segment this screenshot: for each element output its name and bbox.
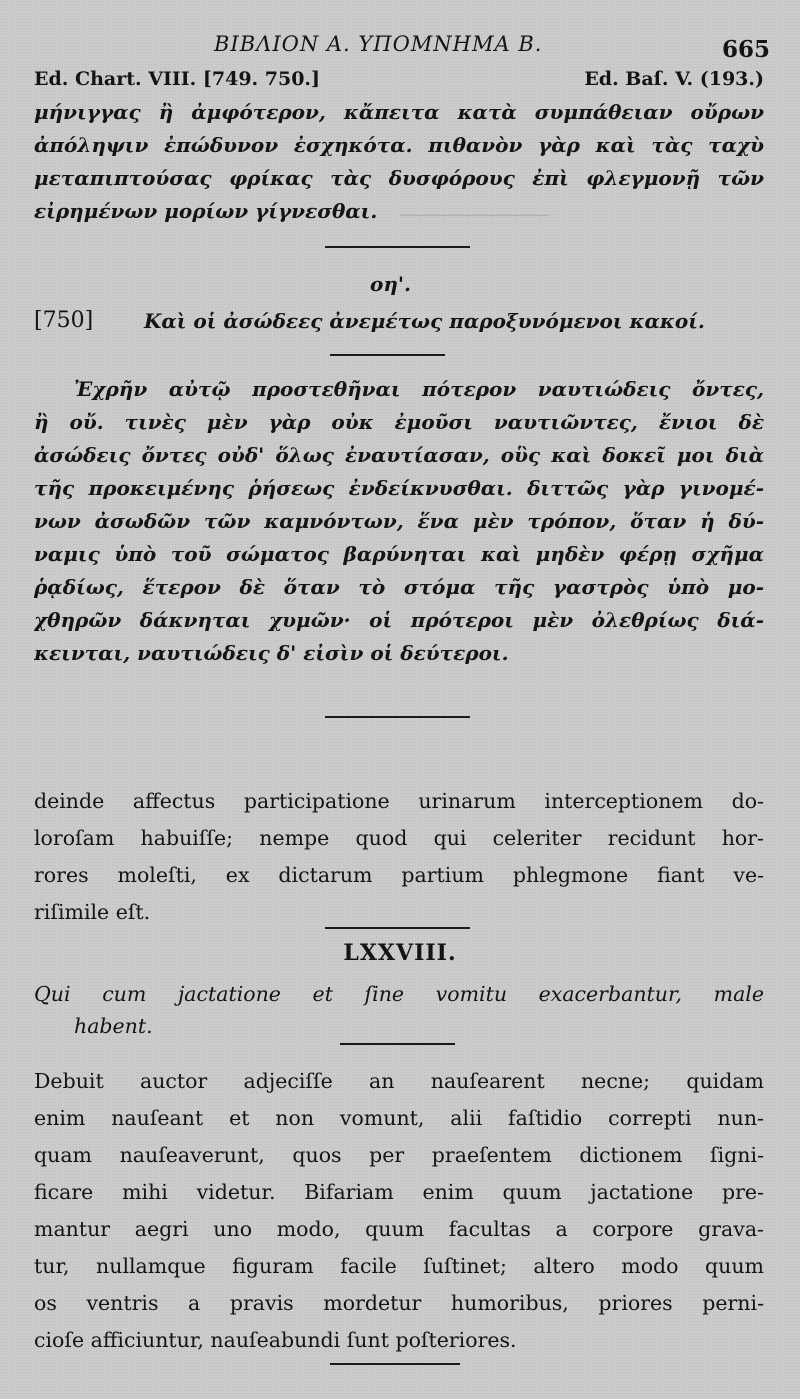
column-end-divider [325, 716, 470, 718]
text-line: cioſe afficiuntur, nauſeabundi ſunt poſteriores. [34, 1328, 517, 1352]
text-line: ficare mihi videtur. Bifariam enim quum jactatione pre- [34, 1180, 764, 1204]
text-line: os ventris a pravis mordetur humoribus, priores perni- [34, 1291, 764, 1315]
text-line: Debuit auctor adjeciſſe an nauſearent necne; quidam [34, 1069, 764, 1093]
text-line: ἀσώδεις ὄντες οὐδ' ὅλως ἐναυτίασαν, οὓς καὶ δοκεῖ μοι διὰ [34, 443, 764, 467]
text-line: tur, nullamque figuram facile ſuſtinet; altero modo quum [34, 1254, 764, 1278]
section-divider [325, 246, 470, 248]
lemma-divider [340, 1043, 455, 1045]
text-line: mantur aegri uno modo, quum facultas a corpore grava- [34, 1217, 764, 1241]
text-line: ἢ οὔ. τινὲς μὲν γὰρ οὐκ ἐμοῦσι ναυτιῶντες, ἔνιοι δὲ [34, 410, 764, 434]
greek-commentary [34, 373, 764, 670]
page-header [34, 28, 770, 68]
text-line: εἰρημένων μορίων γίγνεσθαι. [34, 199, 378, 223]
text-line: νων ἀσωδῶν τῶν καμνόντων, ἕνα μὲν τρόπον, ὅταν ἡ δύ- [34, 509, 764, 533]
greek-lemma-text: Καὶ οἱ ἀσώδεες ἀνεμέτως παροξυνόμενοι κακοί. [144, 309, 705, 333]
text-line: loroſam habuiſſe; nempe quod qui celeriter recidunt hor- [34, 826, 764, 850]
page-end-divider [330, 1363, 460, 1365]
edition-chartier-ref: Ed. Chart. VIII. [749. 750.] [34, 68, 321, 90]
text-line: enim nauſeant et non vomunt, alii faſtidio correpti nun- [34, 1106, 764, 1130]
text-line: rores moleſti, ex dictarum partium phlegmone fiant ve- [34, 863, 764, 887]
text-line: Qui cum jactatione et ſine vomitu exacerbantur, male [34, 982, 764, 1006]
text-line: μήνιγγας ἢ ἀμφότερον, κἄπειτα κατὰ συμπάθειαν οὔρων [34, 100, 764, 124]
latin-text-continuation [34, 783, 764, 931]
page-number: 665 [721, 36, 770, 63]
page-bracket-ref: [750] [34, 308, 94, 333]
text-line: κεινται, ναυτιώδεις δ' εἰσὶν οἱ δεύτεροι. [34, 641, 509, 665]
latin-commentary [34, 1063, 764, 1359]
latin-section-number: LXXVIII. [343, 940, 457, 966]
greek-text-continuation [34, 96, 764, 228]
text-line: ῥᾳδίως, ἕτερον δὲ ὅταν τὸ στόμα τῆς γαστρὸς ὑπὸ μο- [34, 575, 764, 599]
latin-lemma [34, 978, 764, 1042]
greek-lemma [34, 308, 764, 342]
edition-basel-ref: Ed. Baſ. V. (193.) [584, 68, 764, 90]
text-line: habent. [74, 1014, 153, 1038]
text-line: χθηρῶν δάκνηται χυμῶν· οἱ πρότεροι μὲν ὀλεθρίως διά- [34, 608, 764, 632]
text-line: Ἐχρῆν αὐτῷ προστεθῆναι πότερον ναυτιώδεις ὄντες, [74, 377, 764, 401]
text-line: ναμις ὑπὸ τοῦ σώματος βαρύνηται καὶ μηδὲν φέρῃ σχῆμα [34, 542, 764, 566]
greek-section-number: οη'. [370, 272, 411, 296]
running-title: ΒΙΒΛΙΟΝ Α. ΥΠΟΜΝΗΜΑ Β. [214, 32, 543, 56]
text-line: τῆς προκειμένης ῥήσεως ἐνδείκνυσθαι. διττῶς γὰρ γινομέ- [34, 476, 764, 500]
text-line: μεταπιπτούσας φρίκας τὰς δυσφόρους ἐπὶ φλεγμονῇ τῶν [34, 166, 764, 190]
lemma-divider [330, 354, 445, 356]
text-line: deinde affectus participatione urinarum interceptionem do- [34, 789, 764, 813]
section-divider [325, 927, 470, 929]
text-line: quam nauſeaverunt, quos per praeſentem dictionem ſigni- [34, 1143, 764, 1167]
text-line: ἀπόληψιν ἐπώδυνον ἐσχηκότα. πιθανὸν γὰρ καὶ τὰς ταχὺ [34, 133, 764, 157]
text-line: riſimile eſt. [34, 900, 151, 924]
bleed-through-texture: ───────────── [400, 205, 549, 227]
edition-references [34, 68, 764, 96]
